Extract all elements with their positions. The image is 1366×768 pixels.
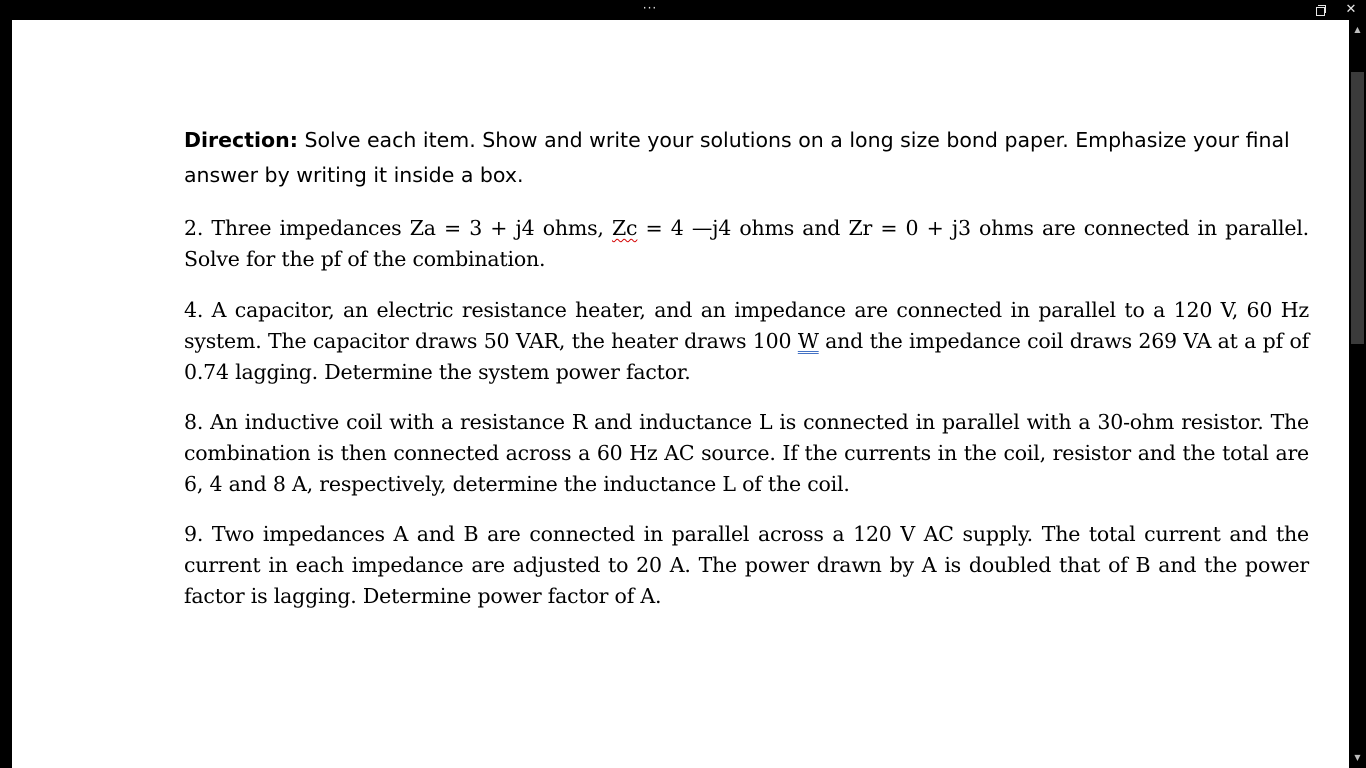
title-bar [0, 0, 1366, 20]
close-button[interactable] [1343, 2, 1359, 18]
scroll-up-icon[interactable]: ▲ [1354, 25, 1361, 34]
scroll-down-icon[interactable]: ▼ [1354, 753, 1361, 762]
restore-icon [1316, 5, 1326, 15]
problem-2-text-start: 2. Three impedances Za = 3 + j4 ohms, [184, 216, 612, 240]
problem-2-text-end: = 4 —j4 ohms and Zr = 0 + j3 ohms are connected in parallel. Solve for the pf of the combination. [184, 216, 1309, 271]
direction-paragraph [184, 123, 1309, 193]
problem-4-text-start: 4. A capacitor, an electric resistance heater, and an impedance are connected in parallel to a 120 V, 60 Hz system. The capacitor draws 50 VAR, the heater draws 100 [184, 298, 1309, 353]
close-icon: ✕ [1345, 2, 1357, 17]
direction-label: Direction: [184, 128, 298, 152]
vertical-scrollbar[interactable] [1349, 20, 1366, 768]
document-page[interactable] [12, 20, 1349, 768]
problem-2 [184, 213, 1309, 275]
problem-8: 8. An inductive coil with a resistance R and inductance L is connected in parallel with a 30-ohm resistor. The combination is then connected across a 60 Hz AC source. If the currents in the coil, resistor and the total are 6, 4 and 8 A, respectively, determine the inductance L of the coil. [184, 410, 1309, 496]
spelling-flagged-word[interactable]: Zc [611, 216, 638, 240]
scrollbar-thumb[interactable] [1351, 72, 1364, 344]
direction-text: Solve each item. Show and write your solutions on a long size bond paper. Emphasize your final answer by writing it inside a box. [184, 128, 1290, 187]
problem-4-text-end: and the impedance coil draws 269 VA at a pf of 0.74 lagging. Determine the system power factor. [184, 329, 1309, 384]
problem-4 [184, 295, 1309, 388]
problem-9: 9. Two impedances A and B are connected in parallel across a 120 V AC supply. The total current and the current in each impedance are adjusted to 20 A. The power drawn by A is doubled that of B and the power factor is lagging. Determine power factor of A. [184, 522, 1309, 608]
restore-button[interactable] [1313, 2, 1329, 18]
grammar-flagged-word[interactable]: W [797, 329, 819, 353]
more-options-icon[interactable]: ··· [642, 1, 658, 15]
